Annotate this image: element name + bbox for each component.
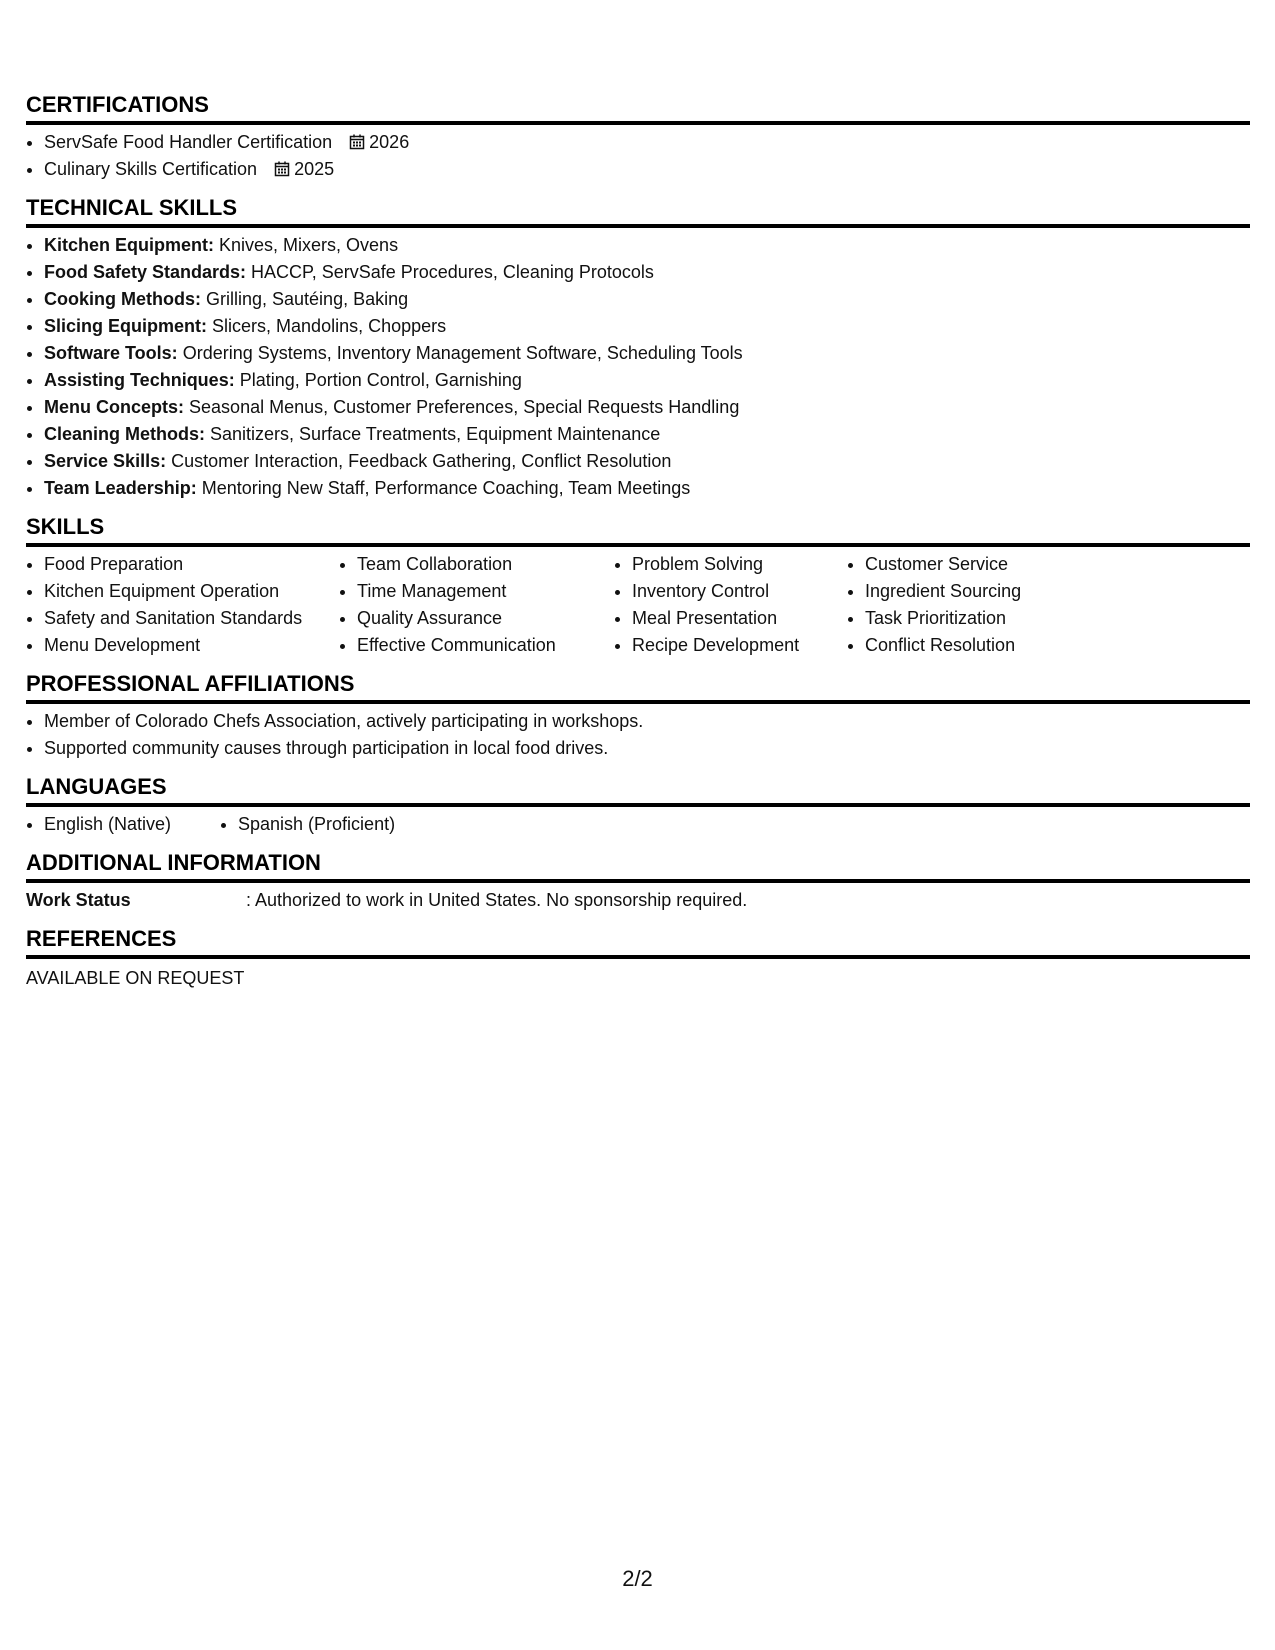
languages-section [26, 774, 1250, 838]
skill-item: • Conflict Resolution [865, 632, 1095, 659]
work-status-value: : Authorized to work in United States. No sponsorship required. [246, 890, 748, 910]
skill-item: • Team Collaboration [357, 551, 614, 578]
skills-section [26, 514, 1250, 659]
technical-skill-value: HACCP, ServSafe Procedures, Cleaning Protocols [251, 262, 654, 282]
affiliations-heading: PROFESSIONAL AFFILIATIONS [26, 671, 1250, 704]
technical-skill-value: Seasonal Menus, Customer Preferences, Special Requests Handling [189, 397, 740, 417]
skill-item: • Safety and Sanitation Standards [44, 605, 339, 632]
technical-skills-list [26, 232, 1250, 502]
skill-item: • Kitchen Equipment Operation [44, 578, 339, 605]
technical-skill-item [44, 286, 1250, 313]
page-number: 2/2 [622, 1566, 653, 1591]
language-item: • Spanish (Proficient) [238, 811, 395, 838]
skills-column [339, 551, 614, 659]
certification-item [44, 156, 1250, 183]
languages-row [26, 811, 1250, 838]
technical-skill-label: Cleaning Methods: [44, 424, 205, 444]
skill-item: • Customer Service [865, 551, 1095, 578]
technical-skill-value: Grilling, Sautéing, Baking [206, 289, 409, 309]
technical-skill-item [44, 448, 1250, 475]
certification-year: 2026 [369, 132, 410, 152]
references-text: AVAILABLE ON REQUEST [26, 968, 245, 988]
technical-skill-label: Assisting Techniques: [44, 370, 235, 390]
skill-item: • Inventory Control [632, 578, 847, 605]
certification-name: Culinary Skills Certification [44, 159, 258, 179]
technical-skills-section [26, 195, 1250, 502]
certifications-list [26, 129, 1250, 183]
certifications-section [26, 92, 1250, 183]
technical-skill-label: Food Safety Standards: [44, 262, 247, 282]
technical-skill-value: Plating, Portion Control, Garnishing [239, 370, 522, 390]
skill-item: • Problem Solving [632, 551, 847, 578]
technical-skill-label: Service Skills: [44, 451, 167, 471]
technical-skill-item [44, 394, 1250, 421]
technical-skills-heading: TECHNICAL SKILLS [26, 195, 1250, 228]
skill-item: • Food Preparation [44, 551, 339, 578]
technical-skill-label: Menu Concepts: [44, 397, 185, 417]
calendar-icon [349, 134, 365, 150]
technical-skill-value: Customer Interaction, Feedback Gathering, Conflict Resolution [171, 451, 672, 471]
technical-skill-item [44, 340, 1250, 367]
technical-skill-item [44, 313, 1250, 340]
skill-item: • Time Management [357, 578, 614, 605]
skills-column [614, 551, 847, 659]
work-status-label: Work Status [26, 890, 131, 910]
skill-item: • Ingredient Sourcing [865, 578, 1095, 605]
technical-skill-label: Software Tools: [44, 343, 178, 363]
calendar-icon [274, 161, 290, 177]
skills-column [847, 551, 1095, 659]
certification-item [44, 129, 1250, 156]
languages-column [26, 811, 220, 838]
certification-year: 2025 [294, 159, 335, 179]
skills-columns [26, 551, 1250, 659]
technical-skill-label: Cooking Methods: [44, 289, 201, 309]
skills-heading: SKILLS [26, 514, 1250, 547]
skill-item: • Effective Communication [357, 632, 614, 659]
resume-page [26, 92, 1250, 1004]
technical-skill-label: Team Leadership: [44, 478, 197, 498]
technical-skill-item [44, 421, 1250, 448]
skill-item: • Menu Development [44, 632, 339, 659]
certification-name: ServSafe Food Handler Certification [44, 132, 333, 152]
additional-info-heading: ADDITIONAL INFORMATION [26, 850, 1250, 883]
technical-skill-item [44, 367, 1250, 394]
work-status-row [26, 887, 1250, 914]
technical-skill-value: Mentoring New Staff, Performance Coaching, Team Meetings [201, 478, 691, 498]
references-heading: REFERENCES [26, 926, 1250, 959]
technical-skill-value: Slicers, Mandolins, Choppers [212, 316, 447, 336]
technical-skill-value: Sanitizers, Surface Treatments, Equipment Maintenance [210, 424, 661, 444]
certifications-heading: CERTIFICATIONS [26, 92, 1250, 125]
technical-skill-label: Slicing Equipment: [44, 316, 208, 336]
language-item: • English (Native) [44, 811, 220, 838]
languages-column [220, 811, 395, 838]
skill-item: • Meal Presentation [632, 605, 847, 632]
technical-skill-item [44, 475, 1250, 502]
technical-skill-label: Kitchen Equipment: [44, 235, 214, 255]
affiliations-section [26, 671, 1250, 762]
affiliations-list [26, 708, 1250, 762]
skill-item: • Quality Assurance [357, 605, 614, 632]
additional-info-section [26, 850, 1250, 914]
affiliation-item: • Supported community causes through participation in local food drives. [44, 735, 1250, 762]
affiliation-item: • Member of Colorado Chefs Association, actively participating in workshops. [44, 708, 1250, 735]
skills-column [26, 551, 339, 659]
technical-skill-value: Ordering Systems, Inventory Management Software, Scheduling Tools [182, 343, 743, 363]
technical-skill-item [44, 259, 1250, 286]
technical-skill-value: Knives, Mixers, Ovens [219, 235, 399, 255]
skill-item: • Recipe Development [632, 632, 847, 659]
references-section [26, 926, 1250, 992]
technical-skill-item [44, 232, 1250, 259]
skill-item: • Task Prioritization [865, 605, 1095, 632]
languages-heading: LANGUAGES [26, 774, 1250, 807]
